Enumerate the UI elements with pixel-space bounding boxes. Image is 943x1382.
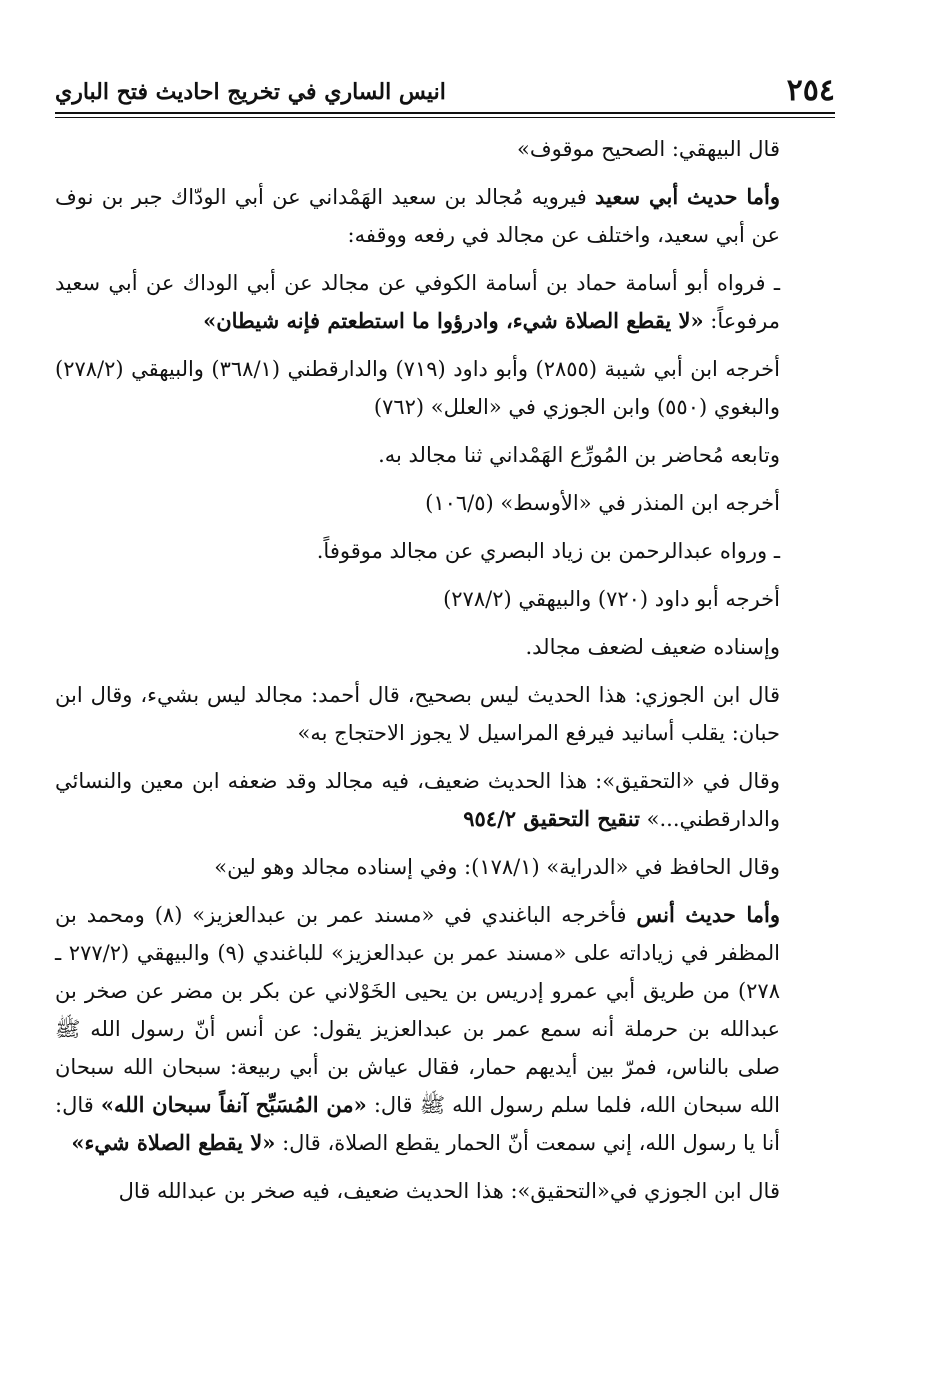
page-number: ٢٥٤	[786, 73, 835, 108]
text: فيرويه مُجالد بن سعيد الهَمْداني عن أبي الودّاك جبر بن نوف عن أبي سعيد، واختلف عن مجالد في رفعه ووقفه:	[55, 185, 780, 247]
text: وتابعه مُحاضر بن المُورِّع الهَمْداني ثنا مجالد به.	[378, 443, 780, 467]
paragraph-9	[55, 628, 835, 666]
paragraph-3	[55, 264, 835, 340]
paragraph-5	[55, 436, 835, 474]
paragraph-2	[55, 178, 835, 254]
paragraph-4	[55, 350, 835, 426]
header-rule-thick	[55, 112, 835, 114]
header-rule-thin	[55, 117, 835, 118]
citation: تنقيح التحقيق ٩٥٤/٢	[463, 806, 640, 831]
text: أخرجه ابن أبي شيبة (٢٨٥٥) وأبو داود (٧١٩) والدارقطني (٣٦٨/١) والبيهقي (٢٧٨/٢) والبغوي (٥٥٠) وابن الجوزي في «العلل» (٧٦٢)	[55, 357, 781, 419]
heading-anas: وأما حديث أنس	[636, 902, 780, 927]
paragraph-1	[55, 130, 835, 168]
paragraph-7	[55, 532, 835, 570]
hadith-quote: «من المُسَبِّح آنفاً سبحان الله»	[100, 1092, 367, 1117]
heading-abu-said: وأما حديث أبي سعيد	[595, 184, 780, 209]
text: قال البيهقي: الصحيح موقوف»	[516, 137, 780, 161]
text: وقال الحافظ في «الدراية» (١٧٨/١): وفي إسناده مجالد وهو لين»	[214, 855, 780, 879]
hadith-quote: «لا يقطع الصلاة شيء، وادرؤوا ما استطعتم فإنه شيطان»	[203, 308, 704, 333]
paragraph-6	[55, 484, 835, 522]
text: قال ابن الجوزي في«التحقيق»: هذا الحديث ضعيف، فيه صخر بن عبدالله قال	[118, 1179, 780, 1203]
paragraph-10	[55, 676, 835, 752]
text: قال ابن الجوزي: هذا الحديث ليس بصحيح، قال أحمد: مجالد ليس بشيء، وقال ابن حبان: يقلب أسانيد فيرفع المراسيل لا يجوز الاحتجاج به»	[55, 683, 780, 745]
text: وإسناده ضعيف لضعف مجالد.	[525, 635, 780, 659]
paragraph-13	[55, 896, 835, 1162]
text: قال: أنا يا رسول الله، إني سمعت أنّ الحمار يقطع الصلاة، قال:	[55, 1093, 780, 1155]
paragraph-8	[55, 580, 835, 618]
text: وقال في «التحقيق»: هذا الحديث ضعيف، فيه مجالد وقد ضعفه ابن معين والنسائي والدارقطني...»	[55, 769, 780, 831]
text: ـ فرواه أبو أسامة حماد بن أسامة الكوفي عن مجالد عن أبي الوداك عن أبي سعيد مرفوعاً:	[55, 271, 780, 333]
text: أخرجه ابن المنذر في «الأوسط» (١٠٦/٥)	[425, 491, 780, 515]
paragraph-14	[55, 1172, 835, 1210]
running-title: انيس الساري في تخريج احاديث فتح الباري	[55, 79, 446, 105]
text: أخرجه أبو داود (٧٢٠) والبيهقي (٢٧٨/٢)	[443, 587, 780, 611]
text: ـ ورواه عبدالرحمن بن زياد البصري عن مجالد موقوفاً.	[316, 539, 780, 563]
text: فأخرجه الباغندي في «مسند عمر بن عبدالعزيز» (٨) ومحمد بن المظفر في زياداته على «مسند عمر بن عبدالعزيز» للباغندي (٩) والبيهقي (٢٧٧/٢ ـ ٢٧٨) من طريق أبي عمرو إدريس بن يحيى الخَوْلاني عن بكر بن مضر عن صخر بن عبدالله بن حرملة أنه سمع عمر بن عبدالعزيز يقول: عن أنس أنّ رسول الله ﷺ صلى بالناس، فمرّ بين أيديهم حمار، فقال عياش بن أبي ربيعة: سبحان الله سبحان الله سبحان الله، فلما سلم رسول الله ﷺ قال:	[55, 903, 781, 1117]
page-body	[55, 130, 835, 1220]
paragraph-12	[55, 848, 835, 886]
paragraph-11	[55, 762, 835, 838]
hadith-quote: «لا يقطع الصلاة شيء»	[71, 1130, 276, 1155]
page-header	[55, 72, 835, 112]
